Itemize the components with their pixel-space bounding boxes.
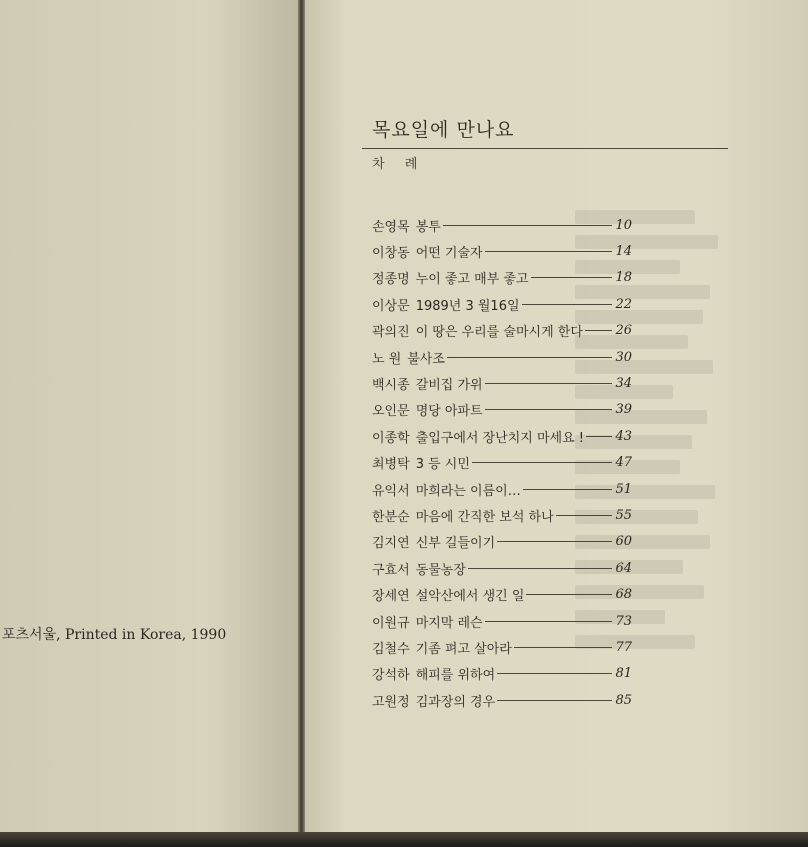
toc-leader-line [556,515,612,516]
toc-title: 마희라는 이름이… [415,483,521,499]
toc-leader-line [485,251,612,252]
toc-page-number: 43 [615,428,632,444]
toc-leader-line [497,673,612,674]
toc-leader-line [485,383,612,384]
toc-leader-line [522,304,612,305]
toc-author: 구효서 [372,562,410,578]
toc-entry [372,370,632,396]
toc-page-number: 55 [615,507,632,523]
toc-title: 불사조 [407,351,445,367]
table-of-contents [372,212,632,713]
toc-entry [372,212,632,238]
toc-title: 출입구에서 장난치지 마세요 ! [415,430,584,446]
toc-author: 노 원 [372,351,402,367]
toc-entry [372,397,632,423]
toc-leader-line [497,541,612,542]
toc-entry [372,581,632,607]
toc-title: 어떤 기술자 [415,246,483,262]
toc-title: 신부 길들이기 [415,536,496,552]
toc-entry [372,450,632,476]
toc-title: 3 등 시민 [415,457,470,473]
toc-leader-line [485,409,612,410]
toc-author: 이상문 [372,298,410,314]
contents-heading: 차 례 [372,157,426,172]
toc-author: 김철수 [372,641,410,657]
toc-author: 강석하 [372,668,410,684]
toc-page-number: 34 [615,376,632,392]
toc-entry [372,238,632,264]
toc-page-number: 10 [615,217,632,233]
toc-leader-line [585,330,612,331]
toc-title: 기좀 펴고 살아라 [415,641,512,657]
toc-page-number: 77 [615,639,632,655]
toc-leader-line [447,357,612,358]
toc-leader-line [531,277,612,278]
toc-author: 곽의진 [372,325,410,341]
toc-leader-line [514,647,612,648]
title-rule [362,148,728,149]
toc-entry [372,555,632,581]
toc-author: 김지연 [372,536,410,552]
toc-entry [372,476,632,502]
toc-title: 누이 좋고 매부 좋고 [415,272,529,288]
toc-leader-line [443,225,612,226]
left-page [0,0,298,847]
toc-title: 갈비집 가위 [415,378,483,394]
toc-page-number: 64 [615,560,632,576]
toc-author: 손영목 [372,219,410,235]
toc-page-number: 14 [615,244,632,260]
toc-entry [372,687,632,713]
toc-page-number: 85 [615,692,632,708]
toc-author: 정종명 [372,272,410,288]
toc-leader-line [523,489,612,490]
toc-author: 고원정 [372,694,410,710]
toc-title: 이 땅은 우리를 술마시게 한다 [415,325,583,341]
toc-title: 마지막 레슨 [415,615,483,631]
toc-entry [372,423,632,449]
toc-page-number: 51 [615,481,632,497]
toc-entry [372,502,632,528]
toc-entry [372,344,632,370]
toc-entry [372,634,632,660]
toc-page-number: 81 [615,666,632,682]
toc-author: 이창동 [372,246,410,262]
toc-author: 이원규 [372,615,410,631]
toc-title: 봉투 [415,219,441,235]
toc-title: 김과장의 경우 [415,694,496,710]
toc-leader-line [485,621,612,622]
toc-author: 오인문 [372,404,410,420]
printer-imprint: 포츠서울, Printed in Korea, 1990 [2,627,227,643]
toc-page-number: 47 [615,455,632,471]
book-gutter [298,0,305,847]
toc-entry [372,291,632,317]
toc-author: 백시종 [372,378,410,394]
toc-title: 동물농장 [415,562,466,578]
toc-page-number: 30 [615,349,632,365]
toc-author: 유익서 [372,483,410,499]
toc-title: 해피를 위하여 [415,668,496,684]
toc-page-number: 68 [615,587,632,603]
toc-title: 1989년 3 월16일 [415,298,520,314]
toc-entry [372,265,632,291]
toc-page-number: 26 [615,323,632,339]
toc-entry [372,318,632,344]
toc-title: 마음에 간직한 보석 하나 [415,509,554,525]
toc-page-number: 22 [615,296,632,312]
toc-leader-line [526,594,612,595]
book-title: 목요일에 만나요 [372,119,515,141]
toc-title: 설악산에서 생긴 일 [415,589,525,605]
toc-leader-line [472,462,612,463]
toc-author: 장세연 [372,589,410,605]
page-bottom-edge [0,832,808,847]
toc-page-number: 60 [615,534,632,550]
toc-page-number: 39 [615,402,632,418]
toc-page-number: 73 [615,613,632,629]
toc-author: 최병탁 [372,457,410,473]
toc-entry [372,529,632,555]
toc-leader-line [497,700,612,701]
toc-page-number: 18 [615,270,632,286]
toc-entry [372,661,632,687]
toc-author: 이종학 [372,430,410,446]
toc-author: 한분순 [372,509,410,525]
toc-leader-line [468,568,612,569]
toc-title: 명당 아파트 [415,404,483,420]
toc-leader-line [586,436,612,437]
toc-entry [372,608,632,634]
